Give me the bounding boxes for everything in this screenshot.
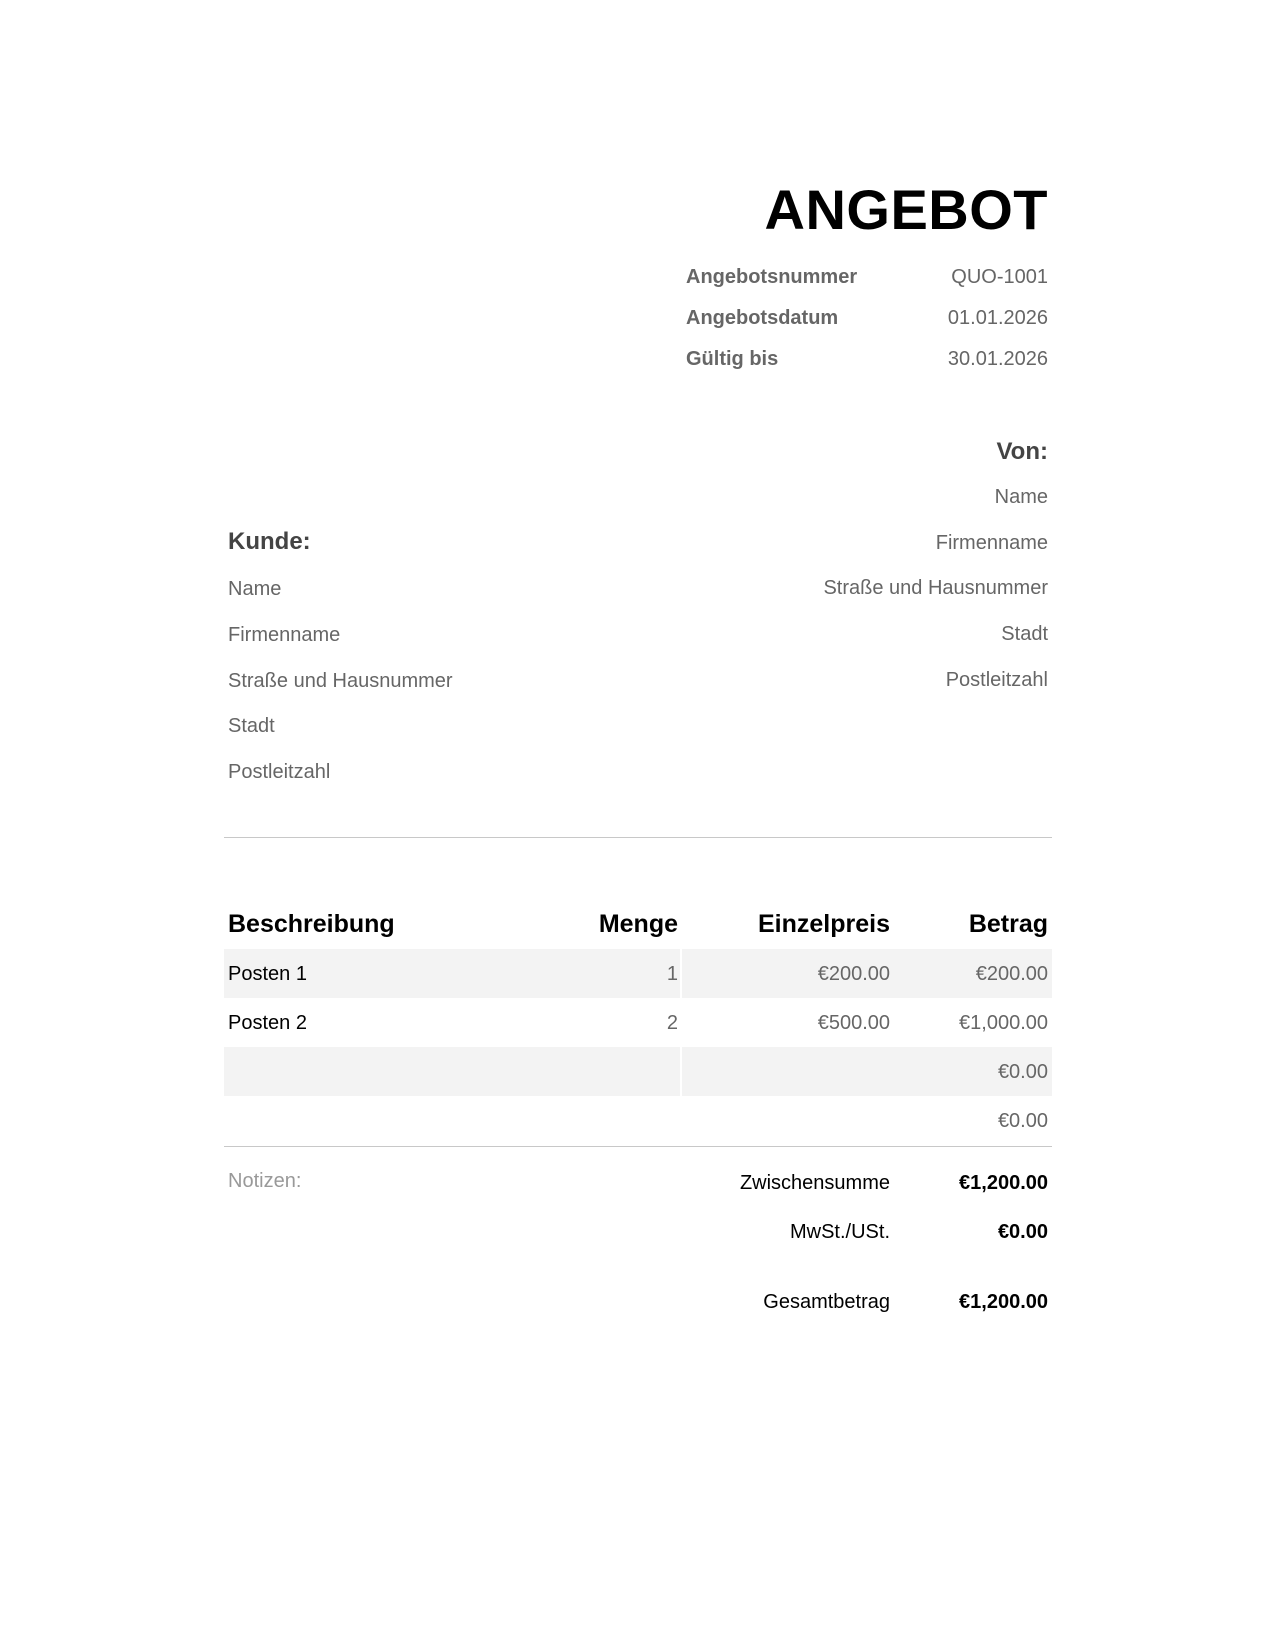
table-row: [224, 949, 1052, 998]
subtotal-row: [224, 1172, 1052, 1202]
from-line-city: Stadt: [1001, 623, 1048, 646]
cell-amount: €0.00: [997, 1061, 1048, 1083]
cell-amount: €1,000.00: [959, 1012, 1048, 1034]
tax-value: €0.00: [997, 1221, 1048, 1243]
meta-row-valid-until: [686, 344, 1052, 385]
from-address: [823, 486, 1048, 714]
header-description: Beschreibung: [228, 910, 395, 938]
customer-line-name: Name: [228, 578, 282, 600]
cell-quantity: 2: [666, 1012, 678, 1034]
total-row: [224, 1291, 1052, 1321]
meta-label: Angebotsdatum: [686, 307, 839, 329]
line-items-table: [224, 900, 1052, 1145]
customer-line-postcode: Postleitzahl: [228, 761, 331, 784]
meta-label: Gültig bis: [686, 348, 779, 370]
cell-unit-price: €200.00: [817, 963, 890, 985]
cell-quantity: 1: [666, 963, 678, 985]
tax-label: MwSt./USt.: [789, 1221, 890, 1243]
customer-heading: Kunde:: [228, 528, 311, 555]
header-amount: Betrag: [968, 910, 1048, 938]
cell-description: Posten 1: [228, 963, 307, 985]
meta-value: 01.01.2026: [947, 307, 1048, 329]
header-quantity: Menge: [598, 910, 678, 938]
customer-line-company: Firmenname: [228, 623, 341, 646]
subtotal-label: Zwischensumme: [739, 1172, 890, 1194]
from-line-postcode: Postleitzahl: [945, 668, 1048, 691]
document-title: ANGEBOT: [764, 178, 1048, 241]
quote-meta: [686, 262, 1052, 385]
from-line-company: Firmenname: [935, 531, 1048, 554]
section-divider: [224, 837, 1052, 838]
table-row: [224, 1047, 1052, 1096]
meta-row-quote-date: [686, 303, 1052, 344]
meta-value: QUO-1001: [951, 266, 1048, 288]
tax-row: [224, 1221, 1052, 1251]
cell-amount: €0.00: [997, 1110, 1048, 1132]
notes-label: Notizen:: [228, 1170, 302, 1192]
customer-line-street: Straße und Hausnummer: [228, 669, 453, 692]
quote-page: [222, 0, 1052, 1650]
customer-address: [228, 578, 453, 807]
table-row: [224, 1096, 1052, 1145]
meta-value: 30.01.2026: [947, 348, 1048, 370]
header-unit-price: Einzelpreis: [758, 910, 890, 938]
customer-line-city: Stadt: [228, 715, 275, 738]
table-row: [224, 998, 1052, 1047]
from-line-street: Straße und Hausnummer: [823, 577, 1048, 600]
total-label: Gesamtbetrag: [763, 1291, 890, 1313]
table-bottom-divider: [224, 1146, 1052, 1147]
total-value: €1,200.00: [959, 1291, 1048, 1313]
cell-unit-price: €500.00: [817, 1012, 890, 1034]
subtotal-value: €1,200.00: [959, 1172, 1048, 1194]
from-line-name: Name: [994, 486, 1048, 508]
cell-description: Posten 2: [228, 1012, 307, 1034]
meta-label: Angebotsnummer: [686, 266, 858, 288]
cell-amount: €200.00: [975, 963, 1048, 985]
table-header: [224, 900, 1052, 949]
from-heading: Von:: [996, 438, 1048, 465]
meta-row-quote-number: [686, 262, 1052, 303]
